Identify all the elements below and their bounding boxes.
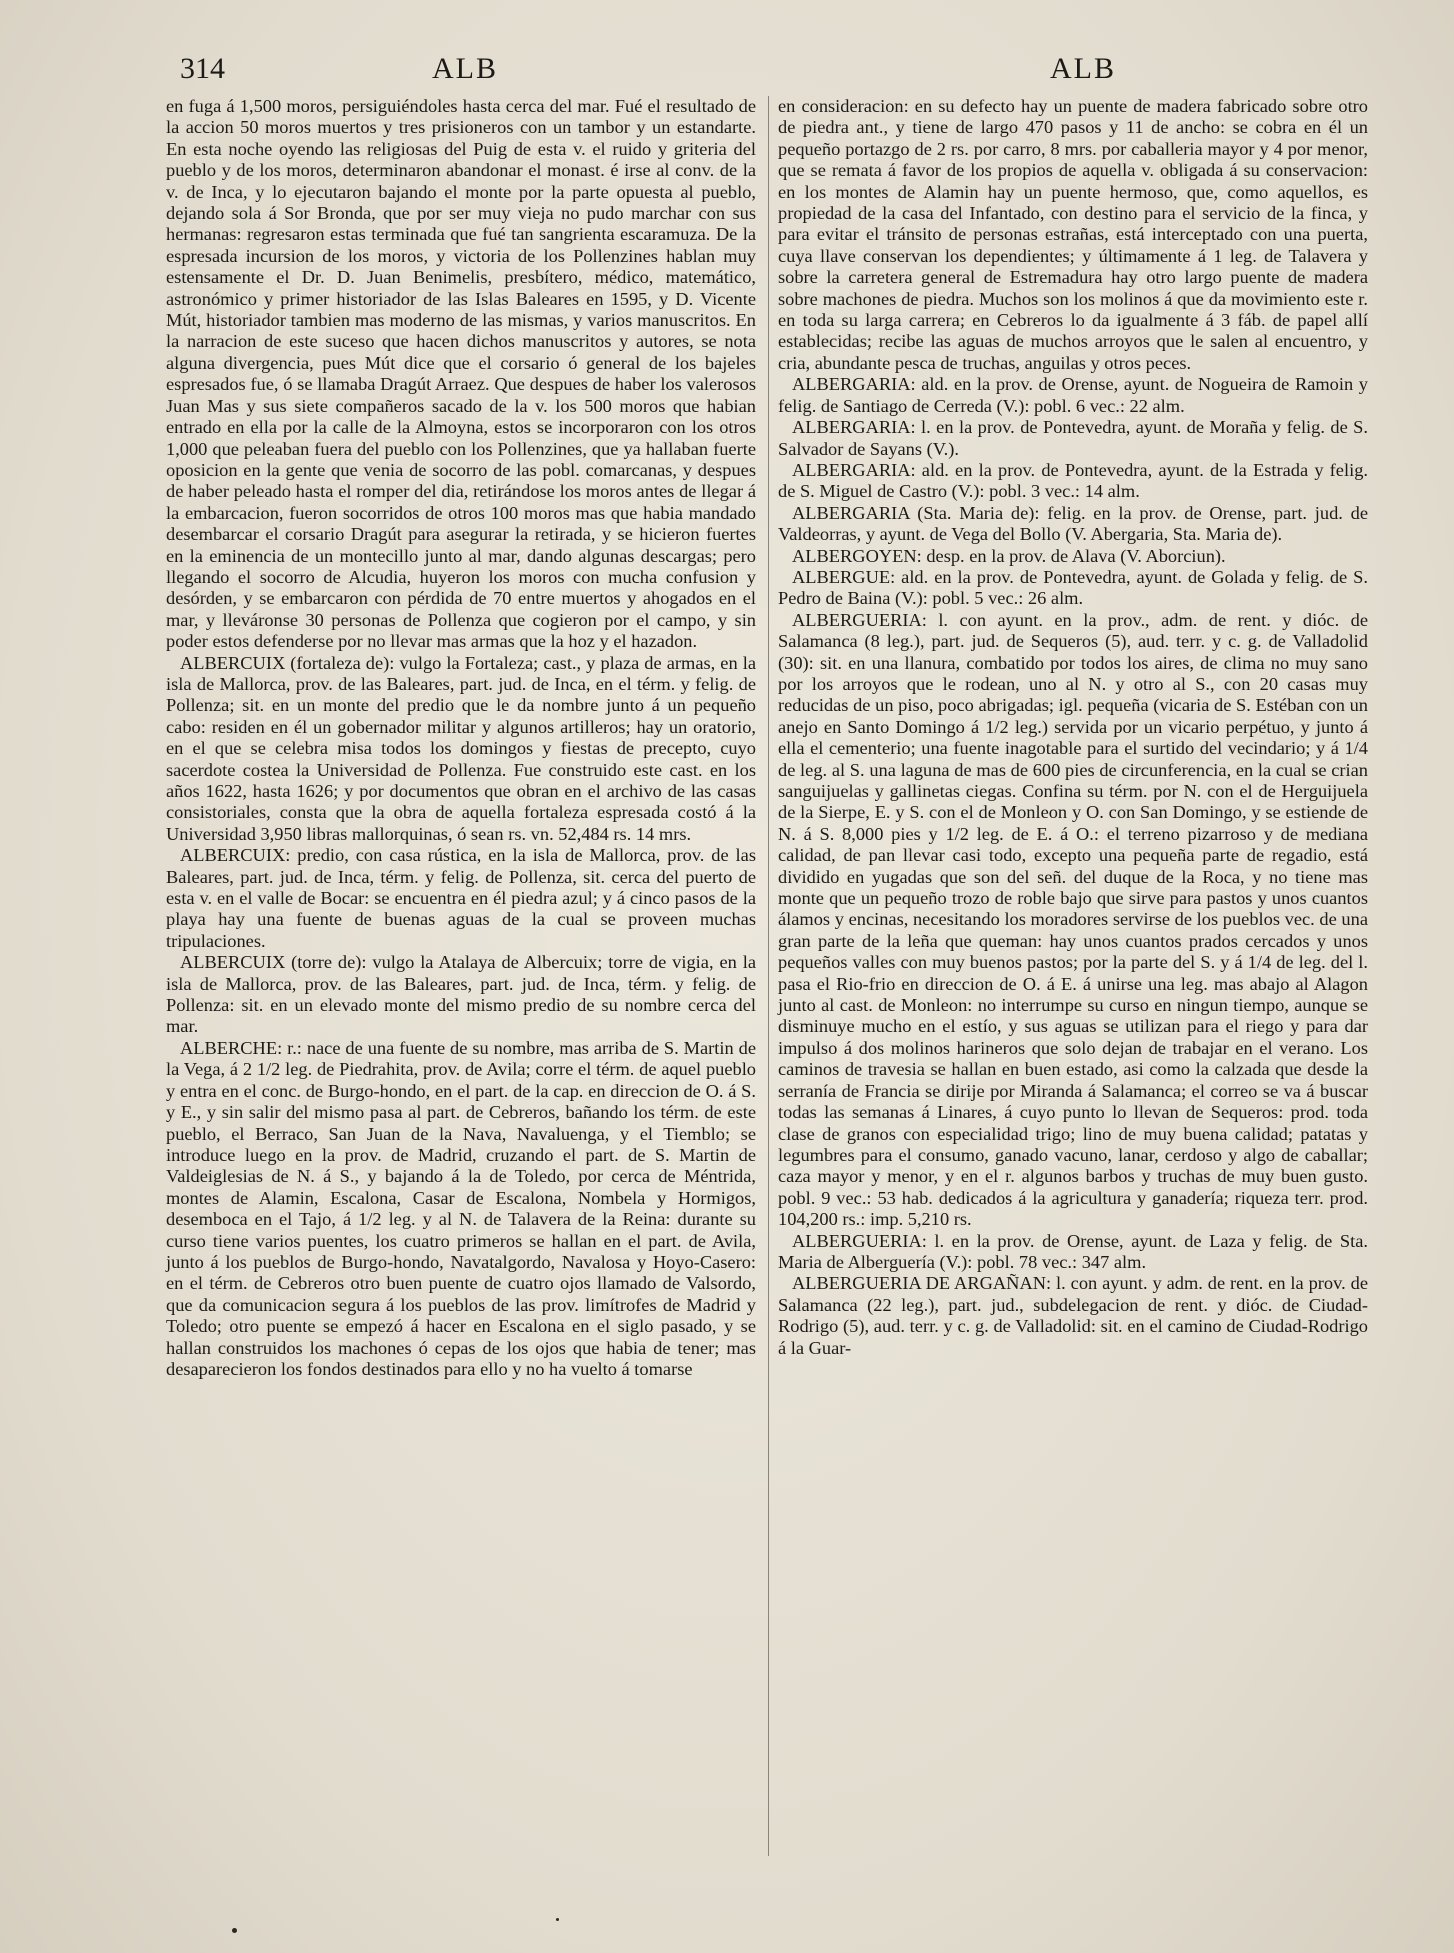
page-number: 314 (180, 52, 225, 85)
entry-albergoyen: ALBERGOYEN: desp. en la prov. de Alava (V. Aborciun). (792, 545, 1226, 566)
right-paragraph: en consideracion: en su defecto hay un puente de madera fabricado sobre otro de piedra ant., y tiene de largo 470 pasos y 11 de ancho: se cobra en él un pequeño portazgo de 2 rs. por carro, 8 mrs. por caballeria mayor y 4 por menor, que se remata á favor de los propios de aquella v. obligada á su conservacion: en los montes de Alamin hay un puente hermoso, que, como aquellos, es propiedad de la casa del Infantado, con destino para el servicio de la finca, y para evitar el tránsito de personas estrañas, está interceptado con una puerta, cuya llave conservan los dependientes; y últimamente á 1 leg. de Talavera y sobre la carretera general de Estremadura hay otro largo puente de madera sobre machones de piedra. Muchos son los molinos á que da movimiento este r. en toda su larga carrera; en Cebreros lo da igualmente á 3 fáb. de papel allí establecidas; recibe las aguas de muchos arroyos que le salen al encuentro, y cria, abundante pesca de truchas, anguilas y otros peces. (778, 96, 1368, 373)
running-head-left-word: ALB (432, 52, 498, 85)
entry-alberguería-salamanca: ALBERGUERIA: l. con ayunt. en la prov., adm. de rent. y dióc. de Salamanca (8 leg.), part. jud. de Sequeros (5), aud. terr. y c. g. de Valladolid (30): sit. en una llanura, combatido por todos los aires, de clima no muy sano por los arroyos que le rodean, uno al N. y otro al S., con 20 casas muy reducidas de un piso, poco abrigadas; igl. pequeña (vicaria de S. Estéban con un anejo en Santo Domingo á 1/2 leg.) servida por un vicario perpétuo, y junto á ella el cementerio; una fuente inagotable para el surtido del vecindario; y á 1/4 de leg. al S. una laguna de mas de 600 pies de circunferencia, en la cual se crian sanguijuelas y gallinetas ciegas. Confina su térm. por N. con el de Herguijuela de la Sierpe, E. y S. con el de Monleon y O. con San Domingo, y se estiende de N. á S. 8,000 pies y 1/2 leg. de E. á O.: el terreno pizarroso y de mediana calidad, de pan llevar casi todo, excepto una pequeña parte de regadio, está dividido en yugadas que son del señ. del duque de la Roca, y no tiene mas monte que un pequeño trozo de roble bajo que sirve para pastos y unos cuantos álamos y encinas, necesitando los moradores servirse de los pueblos vec. de una gran parte de la leña que queman: hay unos cuantos prados cercados y unos pequeños valles con muy buenos pastos; por la parte del S. y á 1/4 de leg. del l. pasa el Rio-frio en direccion de O. á E. á unirse una leg. mas abajo al Alagon junto al cast. de Monleon: no interrumpe su curso en ningun tiempo, aunque se disminuye mucho en el estío, y sus aguas se utilizan para el riego y para dar impulso á dos molinos harineros que solo dejan de trabajar en el verano. Los caminos de travesia se hallan en buen estado, asi como la calzada que desde la serranía de Francia se dirije por Miranda á Salamanca; el correo se va á buscar todas las semanas á Linares, á cuyo punto lo llevan de Sequeros: prod. toda clase de granos con especialidad trigo; lino de muy buena calidad; patatas y legumbres para el consumo, ganado vacuno, lanar, cerdoso y algo de caballar; caza mayor y menor, y en el r. algunos barbos y truchas de muy buen gusto. pobl. 9 vec.: 53 hab. dedicados á la agricultura y ganadería; riqueza terr. prod. 104,200 rs.: imp. 5,210 rs. (778, 609, 1368, 1230)
entry-alberguería-de-arganan: ALBERGUERIA DE ARGAÑAN: l. con ayunt. y adm. de rent. en la prov. de Salamanca (22 leg.), part. jud., subdelegacion de rent. y dióc. de Ciudad-Rodrigo (5), aud. terr. y c. g. de Valladolid: sit. en el camino de Ciudad-Rodrigo á la Guar- (778, 1273, 1368, 1358)
column-divider (768, 96, 769, 1856)
entry-albergaria-sta-maria: ALBERGARIA (Sta. Maria de): felig. en la prov. de Orense, part. jud. de Valdeorras, y ayunt. de Vega del Bollo (V. Abergaria, Sta. Maria de). (778, 502, 1368, 545)
entry-albergaria-estrada: ALBERGARIA: ald. en la prov. de Pontevedra, ayunt. de la Estrada y felig. de S. Miguel de Castro (V.): pobl. 3 vec.: 14 alm. (778, 459, 1368, 502)
running-head-right-word: ALB (1050, 52, 1116, 85)
paper-speck (556, 1918, 559, 1921)
entry-alberche: ALBERCHE: r.: nace de una fuente de su nombre, mas arriba de S. Martin de la Vega, á 2 1/2 leg. de Piedrahita, prov. de Avila; corre el térm. de aquel pueblo y entra en el conc. de Burgo-hondo, en el part. de la cap. en direccion de O. á S. y E., y sin salir del mismo pasa al part. de Cebreros, bañando los térm. de este pueblo, el Berraco, San Juan de la Nava, Navaluenga, y el Tiemblo; se introduce luego en la prov. de Madrid, cruzando el part. de S. Martin de Valdeiglesias de N. á S., y bajando á la de Toledo, por cerca de Méntrida, montes de Alamin, Escalona, Casar de Escalona, Nombela y Hormigos, desemboca en el Tajo, á 1/2 leg. y al N. de Talavera de la Reina: durante su curso tiene varios puentes, los cuatro primeros se hallan en el part. de Avila, junto á los pueblos de Burgo-hondo, Navatalgordo, Navalosa y Hoyo-Casero: en el térm. de Cebreros otro buen puente de cuatro ojos llamado de Valsordo, que da comunicacion segura á los pueblos de las prov. limítrofes de Madrid y Toledo; otro puente se empezó á hacer en Escalona en el siglo pasado, y se hallan construidos los machones ó cepas de los ojos que habia de tener; mas desaparecieron los fondos destinados para ello y no ha vuelto á tomarse (166, 1037, 756, 1379)
entry-albergaria-orense: ALBERGARIA: ald. en la prov. de Orense, ayunt. de Nogueira de Ramoin y felig. de Santiago de Cerreda (V.): pobl. 6 vec.: 22 alm. (778, 374, 1368, 416)
entry-albercuix-torre: ALBERCUIX (torre de): vulgo la Atalaya de Albercuix; torre de vigia, en la isla de Mallorca, prov. de las Baleares, part. jud. de Inca, térm. y felig. de Pollenza: sit. en un elevado monte del mismo predio de su nombre cerca del mar. (166, 952, 756, 1037)
paper-speck (232, 1928, 237, 1933)
left-paragraph: en fuga á 1,500 moros, persiguiéndoles hasta cerca del mar. Fué el resultado de la accion 50 moros muertos y tres prisioneros con un tambor y un estandarte. En esta noche oyendo las religiosas del Puig de esta v. el ruido y griteria del pueblo y de los moros, determinaron abandonar el monast. é irse al conv. de la v. de Inca, y lo ejecutaron bajando el monte por la parte opuesta al pueblo, dejando sola á Sor Bronda, que por ser muy vieja no pudo marchar con sus hermanas: regresaron estas terminada que fué tan sangrienta escaramuza. De la espresada incursion de los moros, y victoria de los Pollenzines hablan muy estensamente el Dr. D. Juan Benimelis, presbítero, médico, matemático, astronómico y primer historiador de las Islas Baleares en 1595, y D. Vicente Mút, historiador tambien mas moderno de las mismas, y varios manuscritos. En la narracion de este suceso que hacen dichos manuscritos y autores, se nota alguna divergencia, pues Mút dice que el corsario ó general de los bajeles espresados fue, ó se llamaba Dragút Arraez. Que despues de haber los valerosos Juan Mas y sus siete compañeros sacado de la v. los 500 moros que habian entrado en ella por la calle de la Almoyna, estos se incorporaron con los otros 1,000 que peleaban fuera del pueblo con los Pollenzines, que ya hallaban fuerte oposicion en la gente que venia de socorro de las pobl. comarcanas, y despues de haber peleado hasta el romper del dia, retirándose los moros antes de llegar á la embarcacion, fueron socorridos de otros 100 moros mas que habia mandado desembarcar el corsario Dragút para asegurar la retirada, y se hicieron fuertes en la eminencia de un montecillo junto al mar, dando algunas descargas; pero llegando el socorro de Alcudia, huyeron los moros con mucha confusion y desórden, y se embarcaron con pérdida de 70 entre muertos y ahogados en el mar, y lleváronse 30 personas de Pollenza que cogieron por el campo, y sin poder estos defenderse por no llevar mas armas que la hoz y el hazadon. (166, 96, 756, 652)
right-column (778, 96, 1368, 1359)
entry-alberguería-laza: ALBERGUERIA: l. en la prov. de Orense, ayunt. de Laza y felig. de Sta. Maria de Alberguería (V.): pobl. 78 vec.: 347 alm. (778, 1230, 1368, 1272)
entry-albergue: ALBERGUE: ald. en la prov. de Pontevedra, ayunt. de Golada y felig. de S. Pedro de Baina (V.): pobl. 5 vec.: 26 alm. (778, 566, 1368, 609)
left-column (166, 96, 756, 1380)
entry-albercuix-fortaleza: ALBERCUIX (fortaleza de): vulgo la Fortaleza; cast., y plaza de armas, en la isla de Mallorca, prov. de las Baleares, part. jud. de Inca, en el térm. y felig. de Pollenza; sit. en un monte del predio que le da nombre junto á un pequeño cabo: residen en él un gobernador militar y algunos artilleros; hay un oratorio, en el que se celebra misa todos los domingos y fiestas de precepto, cuyo sacerdote costea la Universidad de Pollenza. Fue construido este cast. en los años 1622, hasta 1626; y por documentos que obran en el archivo de las casas consistoriales, consta que la obra de aquella fortaleza espresada costó á la Universidad 3,950 libras mallorquinas, ó sean rs. vn. 52,484 rs. 14 mrs. (166, 652, 756, 844)
entry-albergaria-morana: ALBERGARIA: l. en la prov. de Pontevedra, ayunt. de Moraña y felig. de S. Salvador de Sayans (V.). (778, 417, 1368, 459)
running-head (0, 52, 1454, 92)
entry-albercuix-predio: ALBERCUIX: predio, con casa rústica, en la isla de Mallorca, prov. de las Baleares, part. jud. de Inca, térm. y felig. de Pollenza, sit. cerca del puerto de esta v. en el valle de Bocar: se encuentra en él piedra azul; y á cinco pasos de la playa hay una fuente de buenas aguas de la cual se proveen muchas tripulaciones. (166, 845, 756, 951)
